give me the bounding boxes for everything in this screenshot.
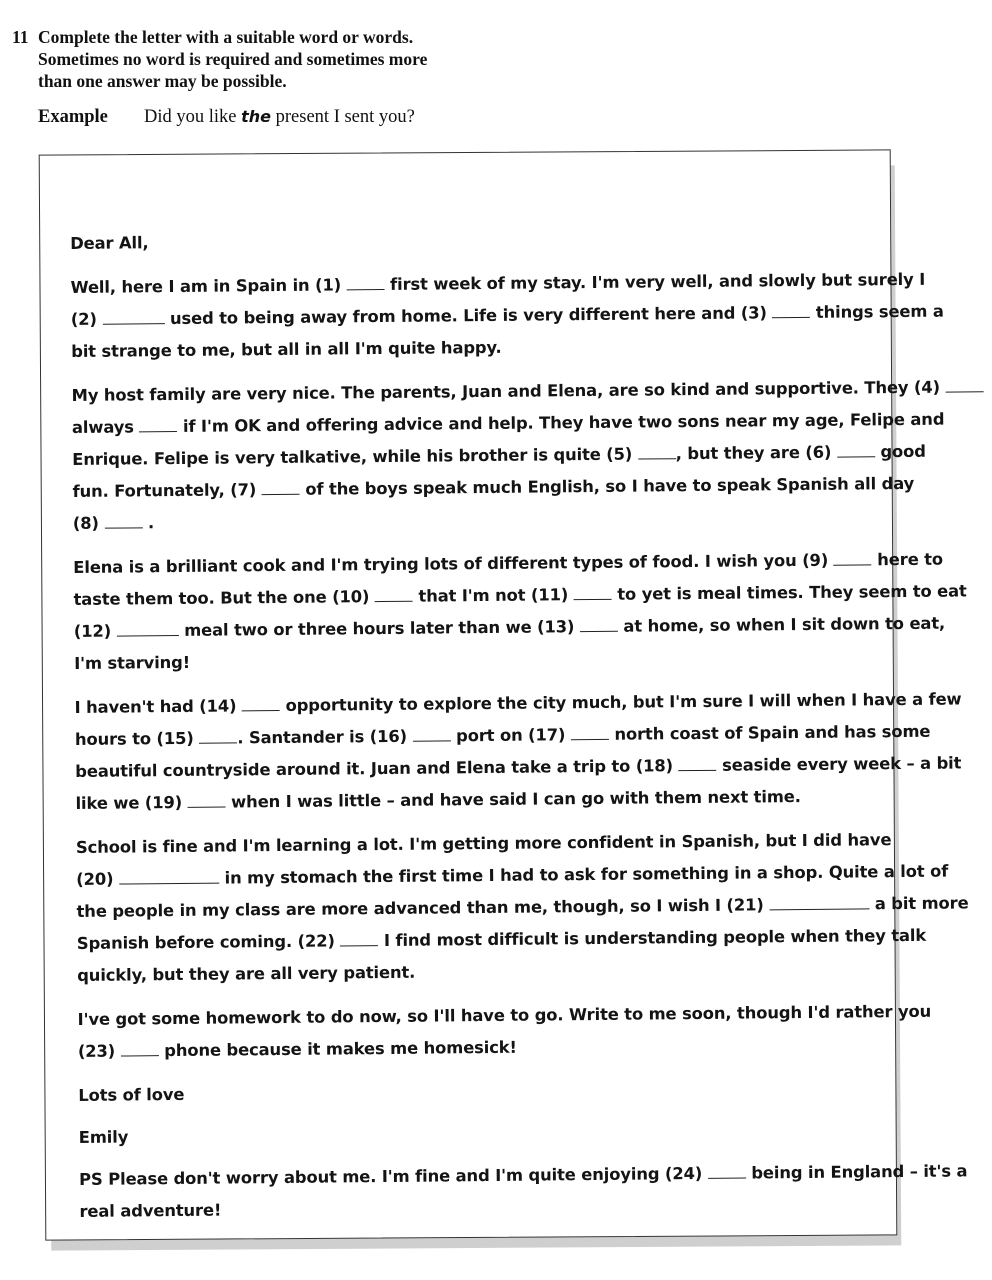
gap-1[interactable] — [346, 274, 384, 290]
instruction-line: Sometimes no word is required and sometimes more — [38, 49, 428, 69]
gap-16[interactable] — [412, 726, 450, 742]
letter-paragraph-2: My host family are very nice. The parents, Juan and Elena, are so kind and supportive. They (4) always if I'm OK and offering advice and help. They have two sons near my age, Felipe and Enrique. Felipe is very talkative, while his brother is quite (5) , but they are (6) good fun. Fortunately, (7) of the boys speak much English, so I have to speak Spanish all day (8) . — [71, 372, 862, 540]
gap-23[interactable] — [121, 1040, 159, 1056]
letter-greeting: Dear All, — [70, 233, 149, 253]
gap-3[interactable] — [772, 302, 810, 318]
instruction-line: Complete the letter with a suitable word or words. — [38, 27, 414, 47]
gap-22[interactable] — [340, 930, 378, 946]
example-label: Example — [38, 107, 108, 127]
gap-7[interactable] — [262, 479, 300, 495]
gap-13[interactable] — [580, 616, 618, 632]
gap-24[interactable] — [708, 1163, 746, 1179]
letter-paragraph-3: Elena is a brilliant cook and I'm trying lots of different types of food. I wish you (9) here to taste them too. But the one (10) that I'm not (11) to yet is meal times. They seem to eat (12) meal two or three hours later than we (13) at home, so when I sit down to eat, I'm starving! — [73, 549, 967, 673]
letter-closing: Lots of love — [78, 1084, 185, 1105]
gap-15[interactable] — [199, 728, 237, 744]
exercise-header — [12, 26, 462, 128]
gap-9[interactable] — [834, 550, 872, 566]
gap-8[interactable] — [104, 513, 142, 529]
gap-4b[interactable] — [139, 416, 177, 432]
gap-11[interactable] — [574, 584, 612, 600]
instruction-text — [38, 26, 462, 92]
letter-body — [70, 220, 969, 1240]
gap-17[interactable] — [571, 724, 609, 740]
letter-paragraph-1: Well, here I am in Spain in (1) first week of my stay. I'm very well, and slowly but surely I (2) used to being away from home. Life is very different here and (3) things seem a bit strange to me, but all in all I'm quite happy. — [70, 269, 944, 361]
gap-20[interactable] — [119, 868, 219, 885]
gap-19[interactable] — [187, 792, 225, 808]
gap-5[interactable] — [638, 443, 676, 459]
instruction-line: than one answer may be possible. — [38, 71, 287, 91]
example-answer: the — [241, 107, 272, 126]
gap-2[interactable] — [102, 308, 164, 324]
gap-18[interactable] — [678, 755, 716, 771]
exercise-instructions — [12, 26, 462, 92]
letter-paragraph-5: School is fine and I'm learning a lot. I'm getting more confident in Spanish, but I did have (20) in my stomach the first time I had to ask for something in a shop. Quite a lot of the people in my class are more advanced than me, though, so I wish I (21) a bit more Spanish before coming. (22) I find most difficult is understanding people when they talk quickly, but they are all very patient. — [75, 830, 969, 985]
gap-21[interactable] — [769, 894, 869, 911]
exercise-number: 11 — [12, 27, 29, 47]
letter-postscript: PS Please don't worry about me. I'm fine and I'm quite enjoying (24) being in England – it's a real adventure! — [79, 1161, 968, 1221]
example-row — [12, 106, 462, 128]
letter-paragraph-4: I haven't had (14) opportunity to explore the city much, but I'm sure I will when I have a few hours to (15) . Santander is (16) port on (17) north coast of Spain and has some beautiful countryside around it. Juan and Elena take a trip to (18) seaside every week – a bit like we (19) when I was little – and have said I can go with them next time. — [74, 689, 962, 813]
letter-signature: Emily — [78, 1127, 129, 1147]
example-sentence: Did you like the present I sent you? — [144, 107, 415, 127]
gap-12[interactable] — [117, 620, 179, 636]
letter-paragraph-6: I've got some homework to do now, so I'll have to go. Write to me soon, though I'd rather you (23) phone because it makes me homesick! — [77, 1001, 932, 1061]
gap-10[interactable] — [375, 586, 413, 602]
gap-14[interactable] — [242, 695, 280, 711]
gap-4[interactable] — [945, 376, 983, 392]
gap-6[interactable] — [837, 442, 875, 458]
